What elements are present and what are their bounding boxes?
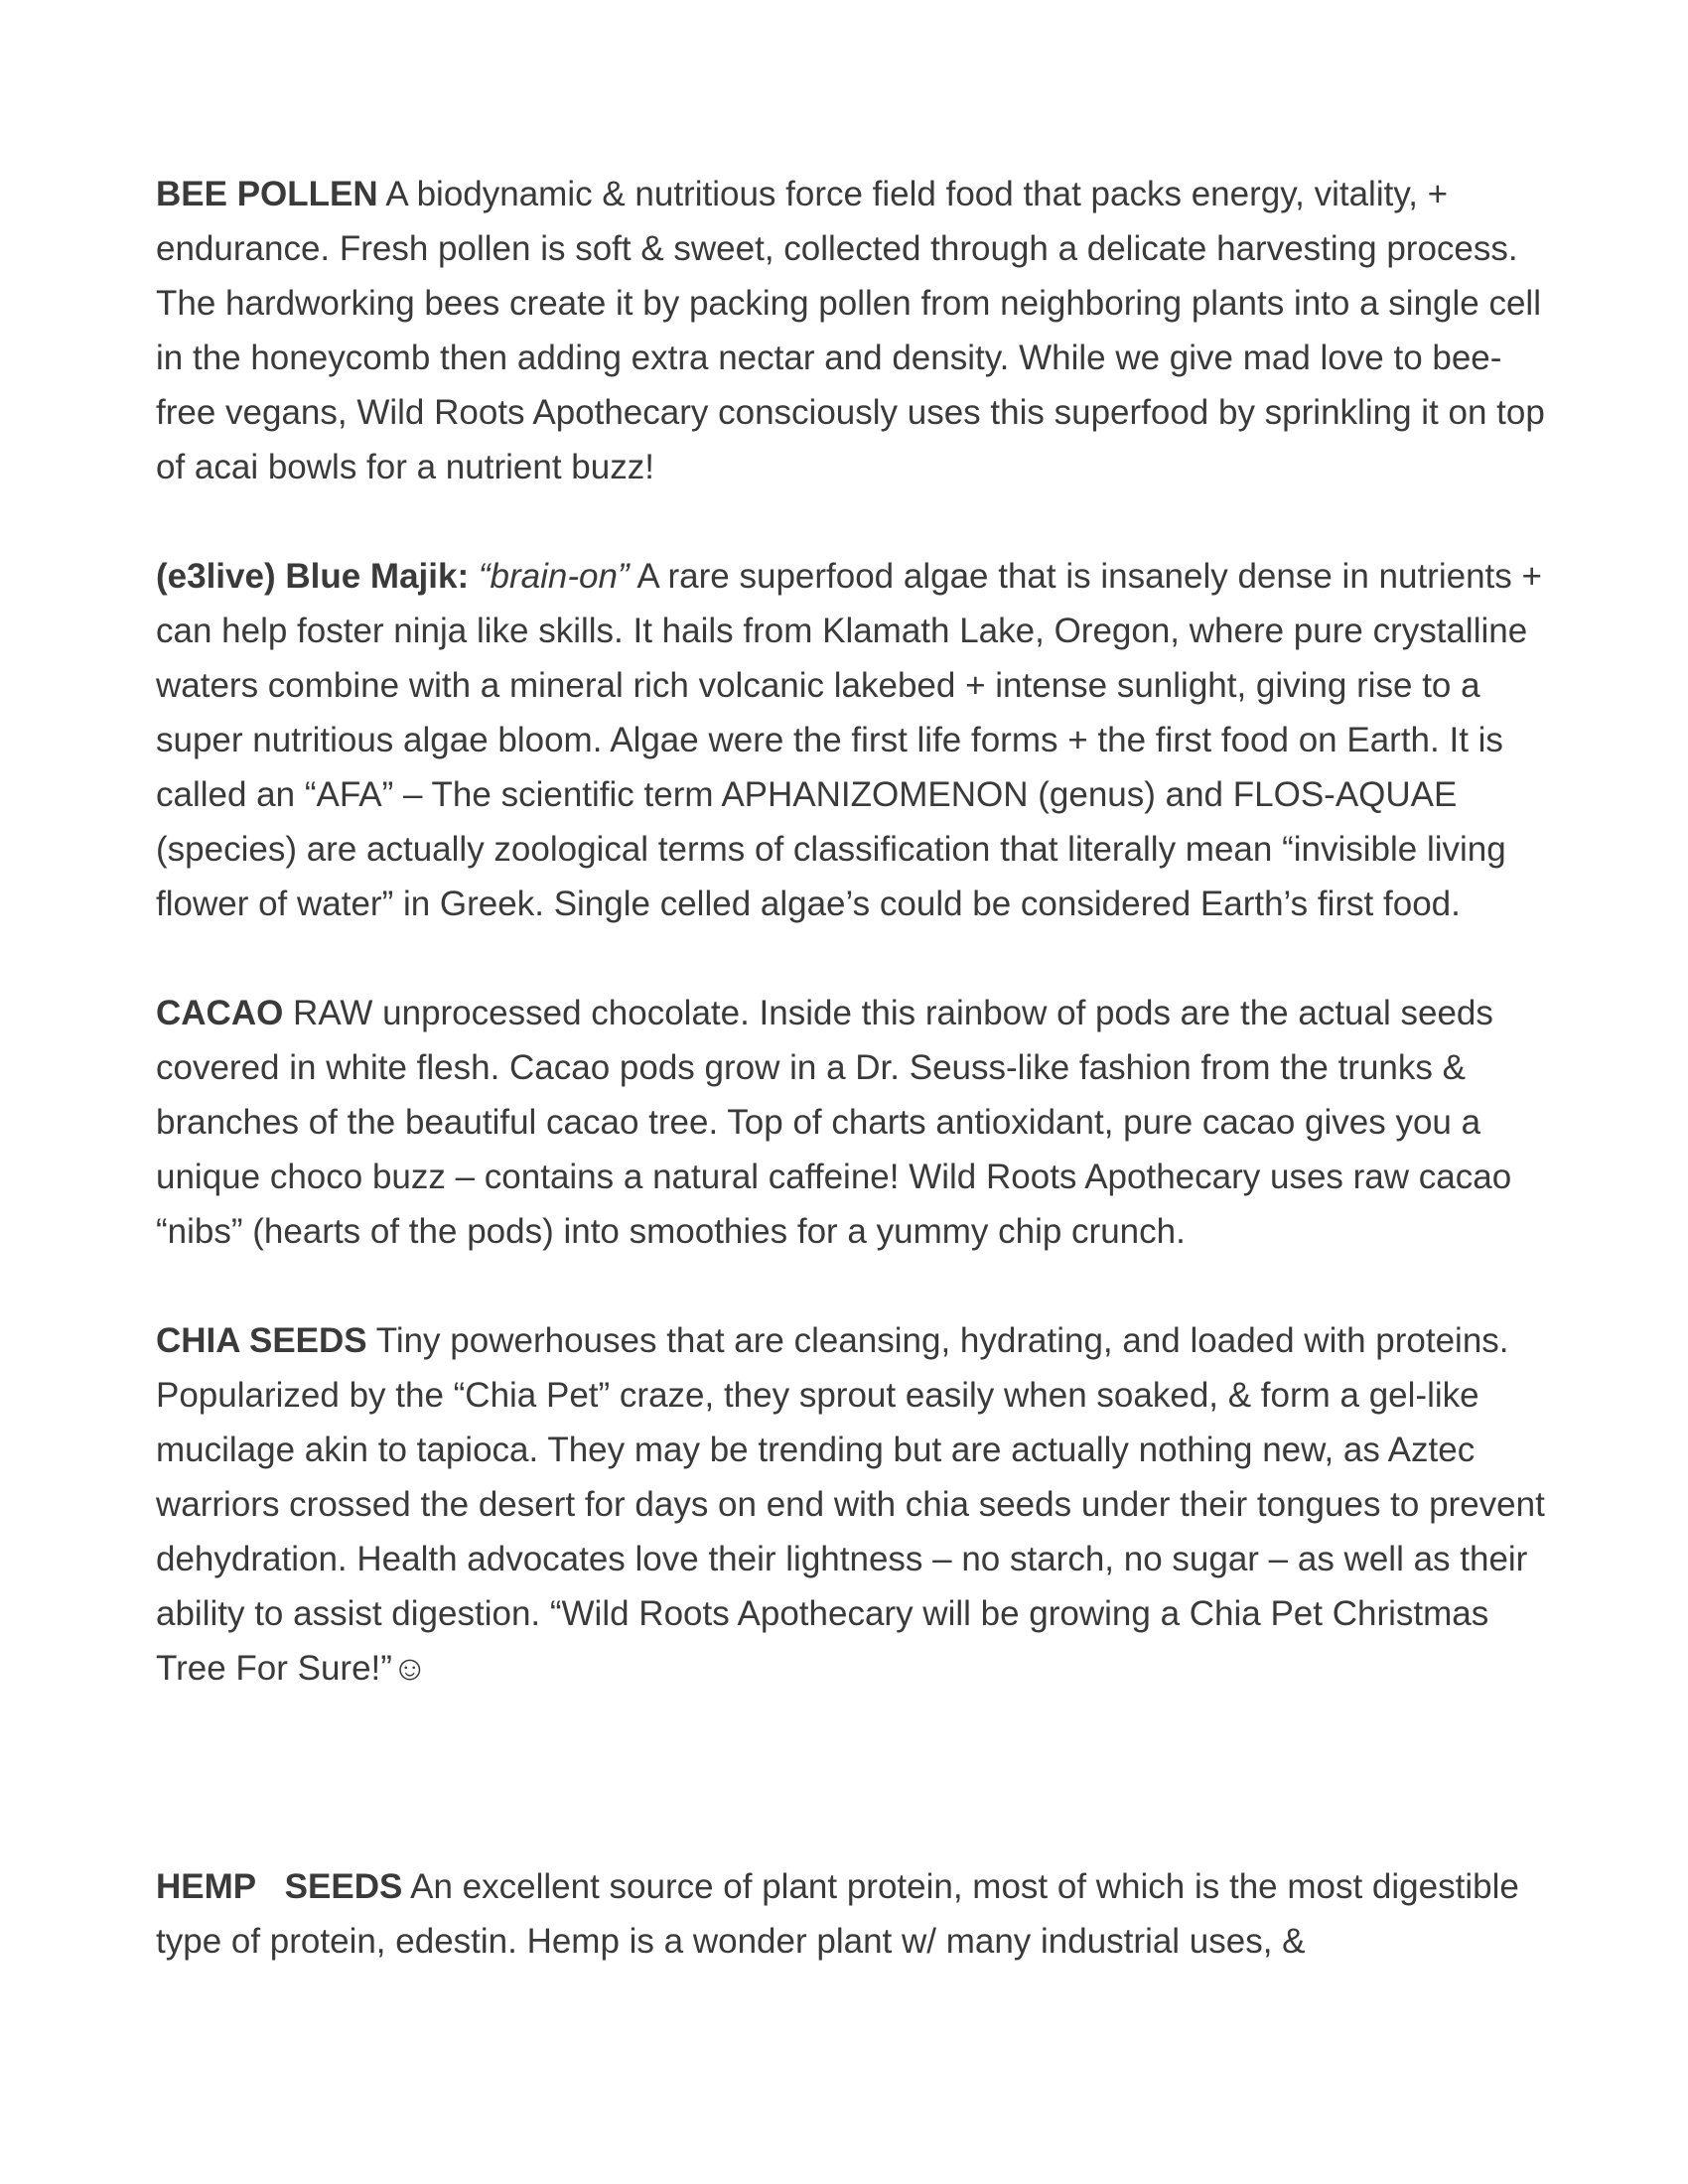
entry-hemp-seeds (156, 1859, 1546, 1969)
entry-chia-seeds (156, 1313, 1546, 1696)
entry-body: An excellent source of plant protein, most of which is the most digestible type of protein, edestin. Hemp is a wonder plant w/ many industrial uses, & (156, 1867, 1519, 1961)
entry-term: CACAO (156, 994, 284, 1032)
entry-term: CHIA SEEDS (156, 1321, 367, 1360)
entry-bee-pollen (156, 167, 1546, 494)
entry-term: (e3live) Blue Majik: (156, 557, 470, 596)
entry-term: BEE POLLEN (156, 175, 378, 213)
entry-tagline: “brain-on” (478, 557, 630, 596)
entry-body: Tiny powerhouses that are cleansing, hydrating, and loaded with proteins. Popularized by the “Chia Pet” craze, they sprout easily when soaked, & form a gel-like mucilage akin to tapioca. They may be trending but are actually nothing new, as Aztec warriors crossed the desert for days on end with chia seeds under their tongues to prevent dehydration. Health advocates love their lightness – no starch, no sugar – as well as their ability to assist digestion. “Wild Roots Apothecary will be growing a Chia Pet Christmas Tree For Sure!”☺ (156, 1321, 1545, 1688)
entry-term: HEMP SEEDS (156, 1867, 403, 1906)
entry-body: A rare superfood algae that is insanely dense in nutrients + can help foster ninja like skills. It hails from Klamath Lake, Oregon, where pure crystalline waters combine with a mineral rich volcanic lakebed + intense sunlight, giving rise to a super nutritious algae bloom. Algae were the first life forms + the first food on Earth. It is called an “AFA” – The scientific term APHANIZOMENON (genus) and FLOS-AQUAE (species) are actually zoological terms of classification that literally mean “invisible living flower of water” in Greek. Single celled algae’s could be considered Earth’s first food. (156, 557, 1542, 923)
entry-body: RAW unprocessed chocolate. Inside this rainbow of pods are the actual seeds covered in white flesh. Cacao pods grow in a Dr. Seuss-like fashion from the trunks & branches of the beautiful cacao tree. Top of charts antioxidant, pure cacao gives you a unique choco buzz – contains a natural caffeine! Wild Roots Apothecary uses raw cacao “nibs” (hearts of the pods) into smoothies for a yummy chip crunch. (156, 994, 1512, 1251)
entry-blue-majik (156, 549, 1546, 931)
entry-cacao (156, 986, 1546, 1259)
document-page (156, 167, 1546, 1969)
entry-body: A biodynamic & nutritious force field food that packs energy, vitality, + endurance. Fresh pollen is soft & sweet, collected through a delicate harvesting process. The hardworking bees create it by packing pollen from neighboring plants into a single cell in the honeycomb then adding extra nectar and density. While we give mad love to bee-free vegans, Wild Roots Apothecary consciously uses this superfood by sprinkling it on top of acai bowls for a nutrient buzz! (156, 175, 1545, 486)
